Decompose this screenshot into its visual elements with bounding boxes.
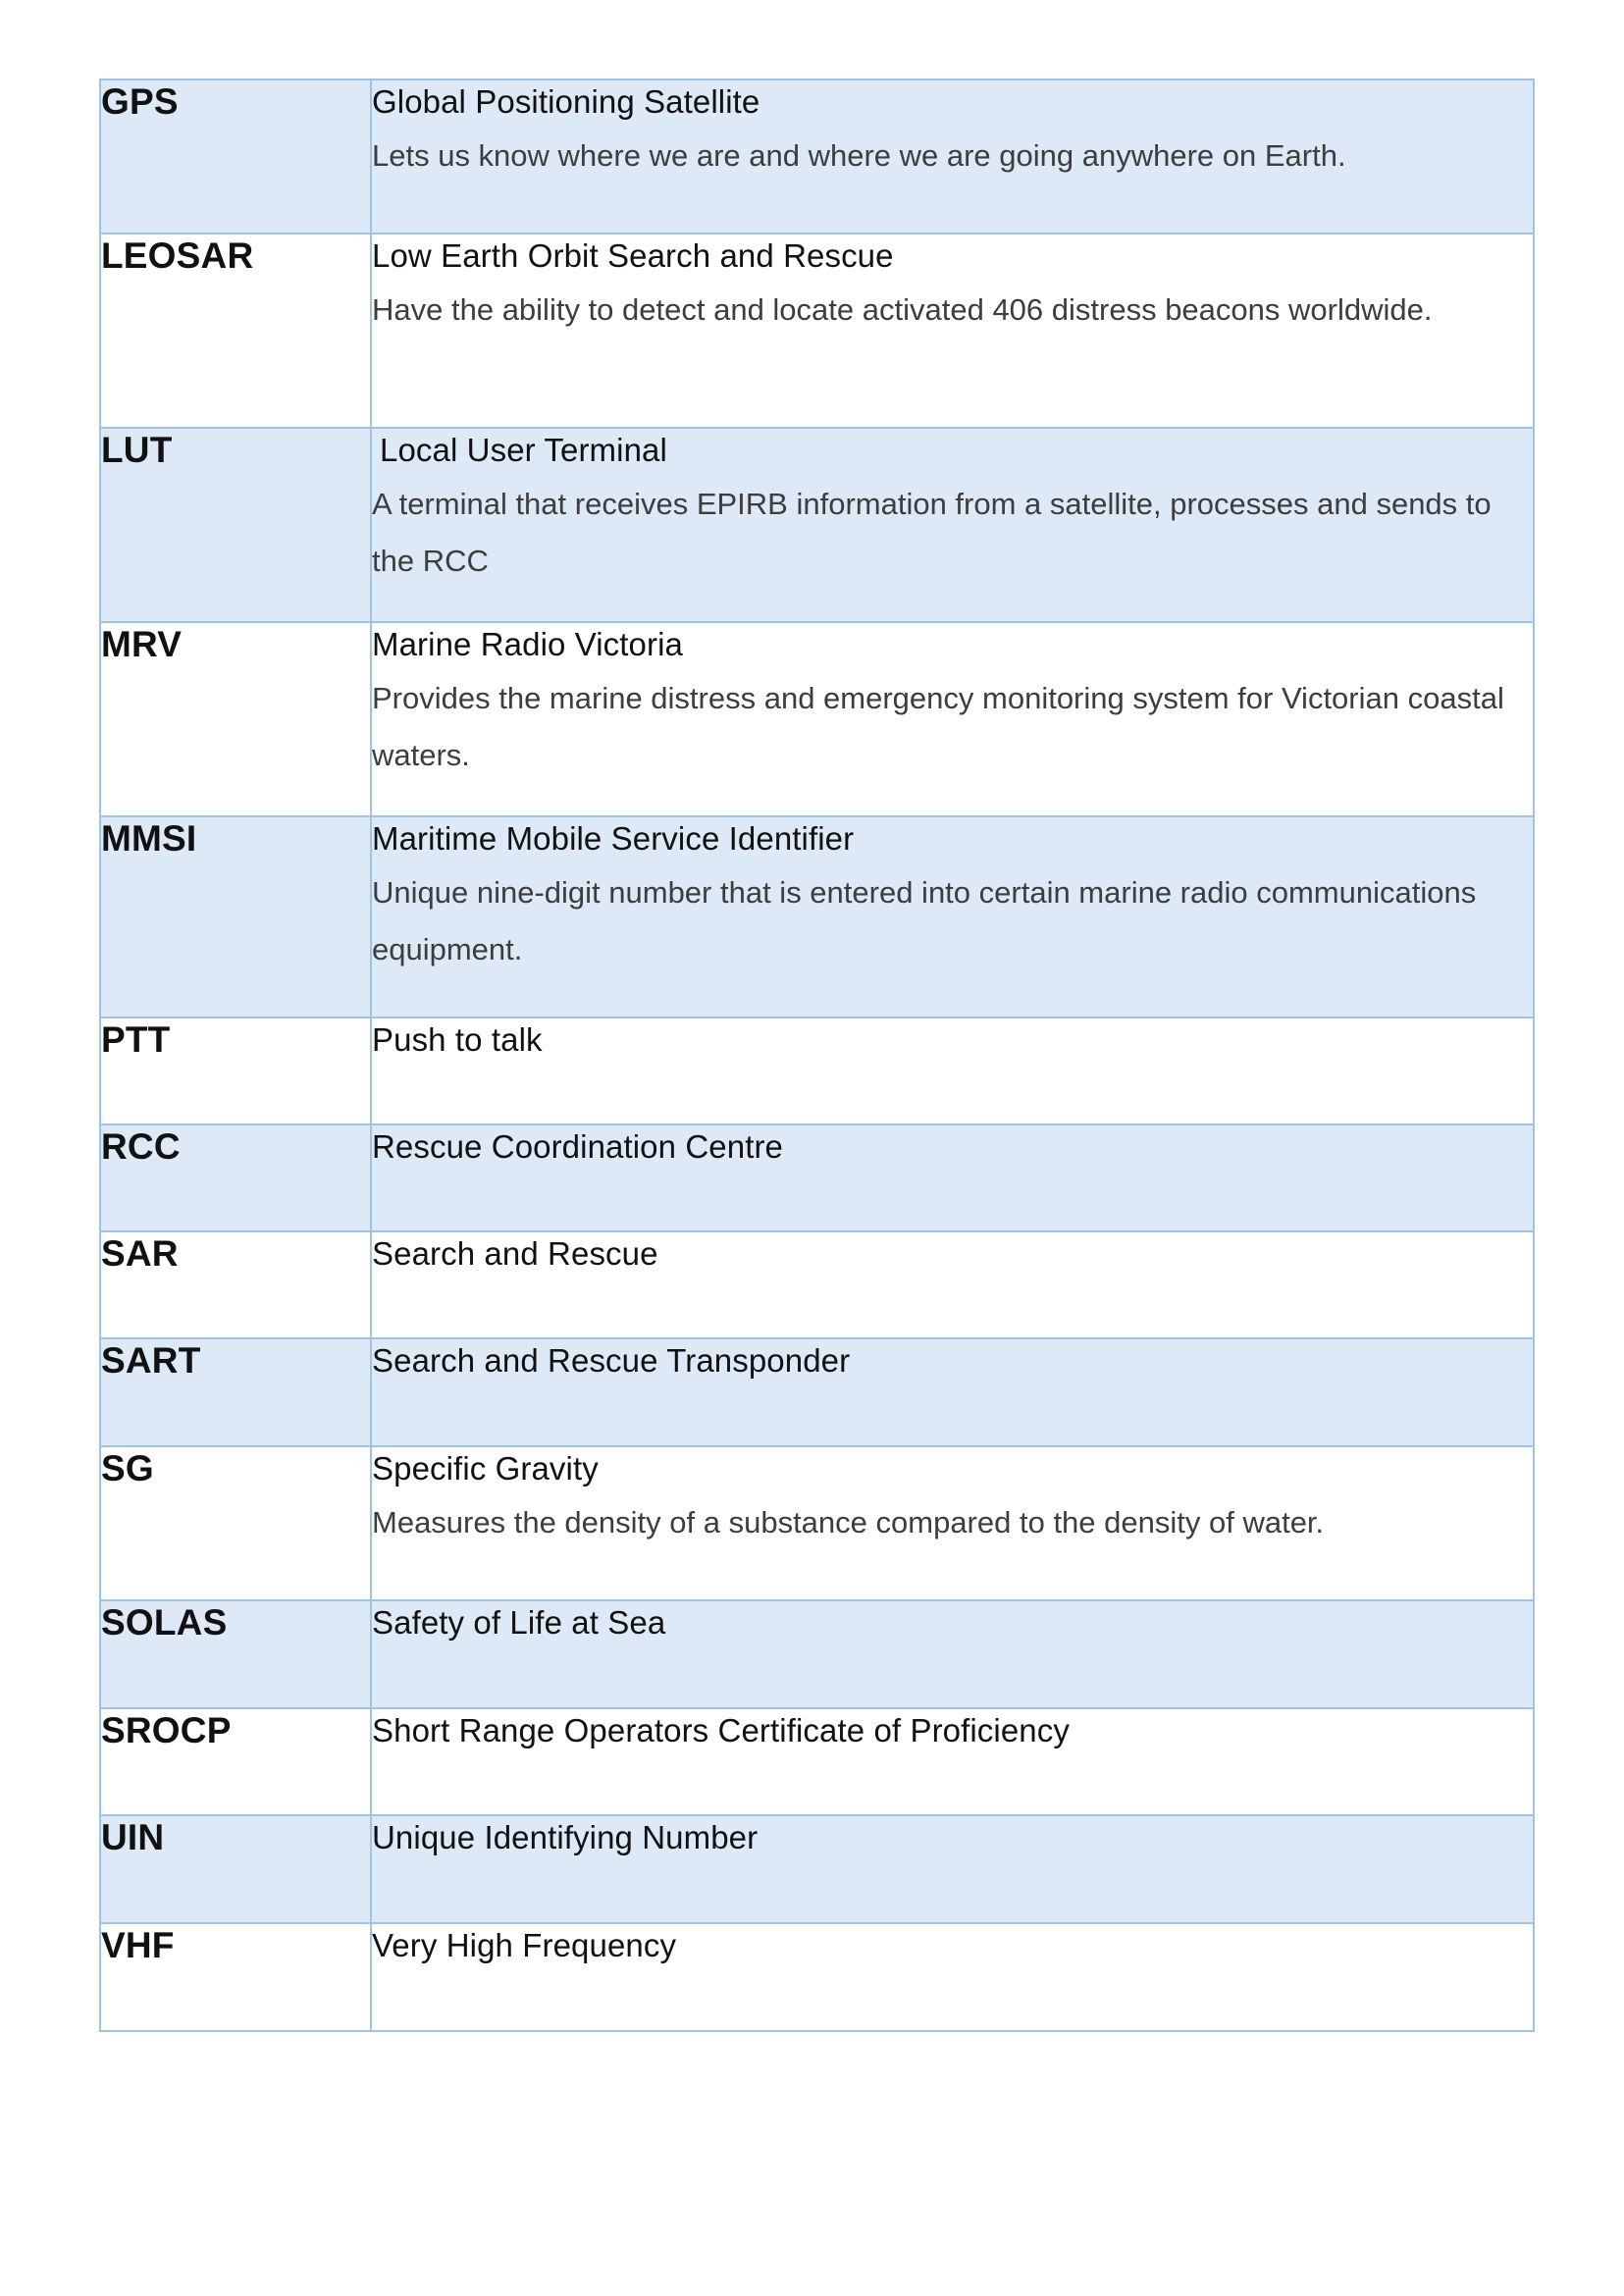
term-name: Marine Radio Victoria (372, 626, 683, 662)
abbreviation: SG (101, 1448, 154, 1488)
term-name: Local User Terminal (380, 432, 667, 468)
table-row (100, 1018, 1534, 1124)
table-row (100, 1231, 1534, 1338)
abbreviation-cell (100, 1338, 371, 1446)
abbreviation: RCC (101, 1126, 181, 1167)
abbreviation-cell (100, 1124, 371, 1231)
abbreviation-cell (100, 1231, 371, 1338)
term-name: Unique Identifying Number (372, 1819, 759, 1855)
table-row (100, 816, 1534, 1018)
definition-cell (371, 1124, 1534, 1231)
definition-cell (371, 1708, 1534, 1815)
definition-cell (371, 816, 1534, 1018)
abbreviation: VHF (101, 1925, 175, 1965)
term-name: Rescue Coordination Centre (372, 1128, 783, 1165)
abbreviation: SROCP (101, 1710, 232, 1750)
table-row (100, 1124, 1534, 1231)
table-row (100, 1708, 1534, 1815)
term-name: Global Positioning Satellite (372, 83, 760, 120)
definition-cell (371, 79, 1534, 234)
abbreviation: SAR (101, 1233, 179, 1274)
table-row (100, 234, 1534, 428)
abbreviation: LEOSAR (101, 235, 254, 276)
abbreviation: LUT (101, 430, 173, 470)
term-name: Short Range Operators Certificate of Proficiency (372, 1712, 1070, 1748)
definition-cell (371, 234, 1534, 428)
table-row (100, 1815, 1534, 1923)
table-row (100, 622, 1534, 816)
abbreviation-cell (100, 1600, 371, 1708)
table-row (100, 1338, 1534, 1446)
term-description: Provides the marine distress and emergency monitoring system for Victorian coastal waters. (372, 681, 1504, 772)
term-name: Low Earth Orbit Search and Rescue (372, 237, 894, 274)
definition-cell (371, 1338, 1534, 1446)
term-name: Search and Rescue Transponder (372, 1342, 851, 1379)
glossary-table (99, 78, 1535, 2032)
abbreviation-cell (100, 816, 371, 1018)
table-row (100, 428, 1534, 622)
abbreviation-cell (100, 622, 371, 816)
abbreviation-cell (100, 1018, 371, 1124)
abbreviation-cell (100, 1446, 371, 1600)
definition-cell (371, 1231, 1534, 1338)
term-name: Safety of Life at Sea (372, 1604, 666, 1641)
term-description: A terminal that receives EPIRB information from a satellite, processes and sends to the RCC (372, 487, 1492, 578)
abbreviation-cell (100, 234, 371, 428)
term-description: Unique nine-digit number that is entered into certain marine radio communications equipment. (372, 875, 1477, 966)
abbreviation: MRV (101, 624, 183, 664)
abbreviation-cell (100, 428, 371, 622)
abbreviation: SART (101, 1340, 201, 1381)
table-row (100, 1923, 1534, 2031)
abbreviation: GPS (101, 81, 179, 122)
term-description: Lets us know where we are and where we are going anywhere on Earth. (372, 138, 1346, 173)
table-row (100, 79, 1534, 234)
abbreviation-cell (100, 1923, 371, 2031)
abbreviation-cell (100, 79, 371, 234)
abbreviation: PTT (101, 1019, 171, 1060)
term-name: Maritime Mobile Service Identifier (372, 820, 855, 857)
term-name: Push to talk (372, 1021, 543, 1058)
table-row (100, 1446, 1534, 1600)
definition-cell (371, 1600, 1534, 1708)
definition-cell (371, 622, 1534, 816)
abbreviation-cell (100, 1815, 371, 1923)
definition-cell (371, 428, 1534, 622)
abbreviation: UIN (101, 1817, 165, 1857)
definition-cell (371, 1446, 1534, 1600)
abbreviation: MMSI (101, 818, 197, 859)
term-description: Have the ability to detect and locate activated 406 distress beacons worldwide. (372, 292, 1433, 327)
definition-cell (371, 1923, 1534, 2031)
term-name: Very High Frequency (372, 1927, 677, 1963)
term-name: Search and Rescue (372, 1235, 658, 1272)
table-row (100, 1600, 1534, 1708)
definition-cell (371, 1018, 1534, 1124)
abbreviation-cell (100, 1708, 371, 1815)
term-name: Specific Gravity (372, 1450, 599, 1487)
abbreviation: SOLAS (101, 1602, 228, 1643)
definition-cell (371, 1815, 1534, 1923)
term-description: Measures the density of a substance compared to the density of water. (372, 1505, 1325, 1539)
